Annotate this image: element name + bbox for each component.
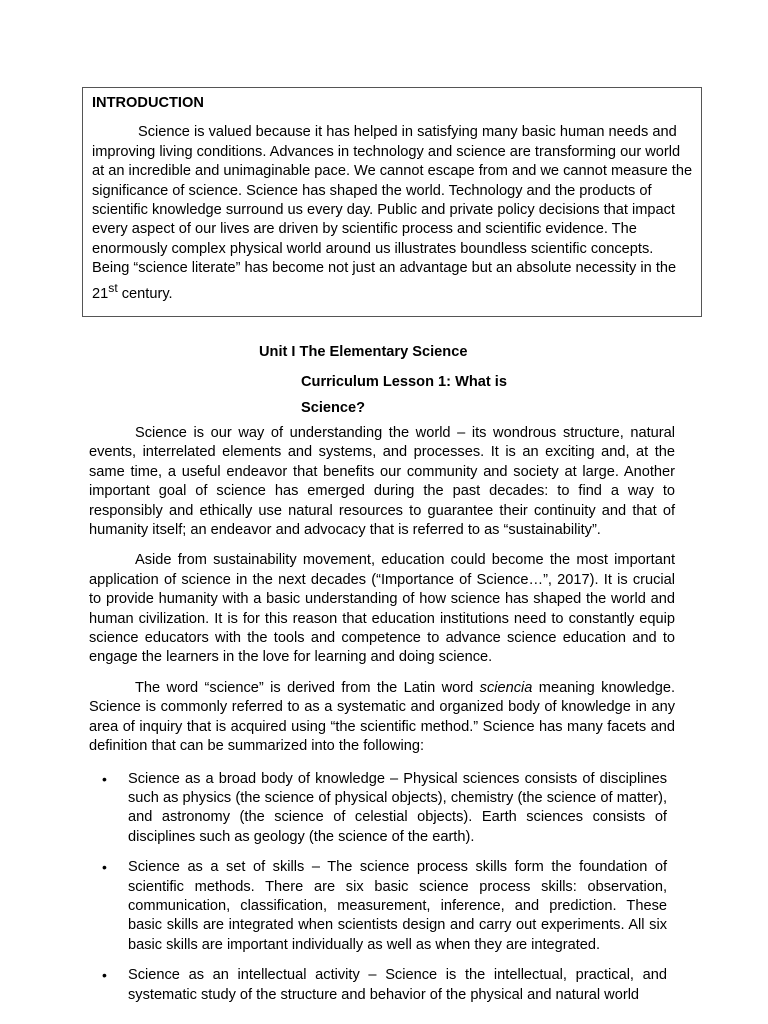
lesson-body: [89, 424, 675, 1016]
paragraph-word-science-start: The word “science” is derived from the Latin word: [135, 679, 480, 696]
list-item: [89, 966, 667, 1005]
latin-word: sciencia: [479, 679, 533, 696]
paragraph-understanding-world: Science is our way of understanding the world – its wondrous structure, natural events, interrelated elements and systems, and processes. It is an exciting and, at the same time, a useful endeavor that benefits our community and society at large. Another important goal of science has emerged during the past decades: to find a way to responsibly and ethically use natural resources to guarantee their continuity and that of humanity itself; an endeavor and advocacy that is referred to as “sustainability”.: [89, 425, 675, 539]
introduction-title: INTRODUCTION: [92, 95, 204, 111]
ordinal-suffix: st: [108, 280, 118, 295]
introduction-text-main: Science is valued because it has helped in satisfying many basic human needs and improving living conditions. Advances in technology and science are transforming our world at an incredible and unimaginable pace. We cannot escape from and we cannot measure the significance of science. Science has shaped the world. Technology and the products of scientific knowledge surround us every day. Public and private policy decisions that impact every aspect of our lives are driven by scientific process and scientific evidence. The enormously complex physical world around us illustrates boundless scientific concepts. Being “science literate” has become not just an advantage but an absolute necessity in the 21: [92, 124, 693, 302]
science-facets-list: [89, 770, 675, 1005]
unit-heading: Unit I The Elementary Science: [259, 344, 468, 360]
bullet-icon: •: [102, 859, 107, 876]
bullet-icon: •: [102, 770, 107, 787]
list-item-text: Science as an intellectual activity – Science is the intellectual, practical, and systematic study of the structure and behavior of the physical and natural world: [128, 967, 667, 1003]
list-item: [89, 770, 667, 848]
lesson-heading-line-2: Science?: [301, 400, 366, 416]
paragraph-word-science: [89, 679, 675, 757]
paragraph-education-application: Aside from sustainability movement, education could become the most important application of science in the next decades (“Importance of Science…”, 2017). It is crucial to provide humanity with a basic understanding of how science has shaped the world and human civilization. It is for this reason that education institutions need to constantly equip science educators with the tools and competence to advance science education and to engage the learners in the love for learning and doing science.: [89, 552, 675, 666]
list-item-text: Science as a set of skills – The science process skills form the foundation of scientific methods. There are six basic science process skills: observation, communication, classification, measurement, inference, and prediction. These basic skills are integrated when scientists design and carry out experiments. All six basic skills are important individually as well as when they are integrated.: [128, 859, 667, 953]
introduction-text-end: century.: [117, 285, 173, 302]
list-item: [89, 858, 667, 955]
paragraph-word-science-end: meaning knowledge. Science is commonly referred to as a systematic and organized body of knowledge in any area of inquiry that is acquired using “the scientific method.” Science has many facets and definition that can be summarized into the following:: [89, 679, 676, 755]
bullet-icon: •: [102, 967, 107, 984]
introduction-box: [82, 87, 702, 317]
introduction-text: [92, 123, 693, 304]
lesson-heading-line-1: Curriculum Lesson 1: What is: [301, 374, 507, 390]
list-item-text: Science as a broad body of knowledge – Physical sciences consists of disciplines such as physics (the science of physical objects), chemistry (the science of matter), and astronomy (the science of celestial objects). Earth sciences consists of disciplines such as geology (the science of the earth).: [128, 770, 667, 845]
lesson-heading: [301, 369, 507, 421]
